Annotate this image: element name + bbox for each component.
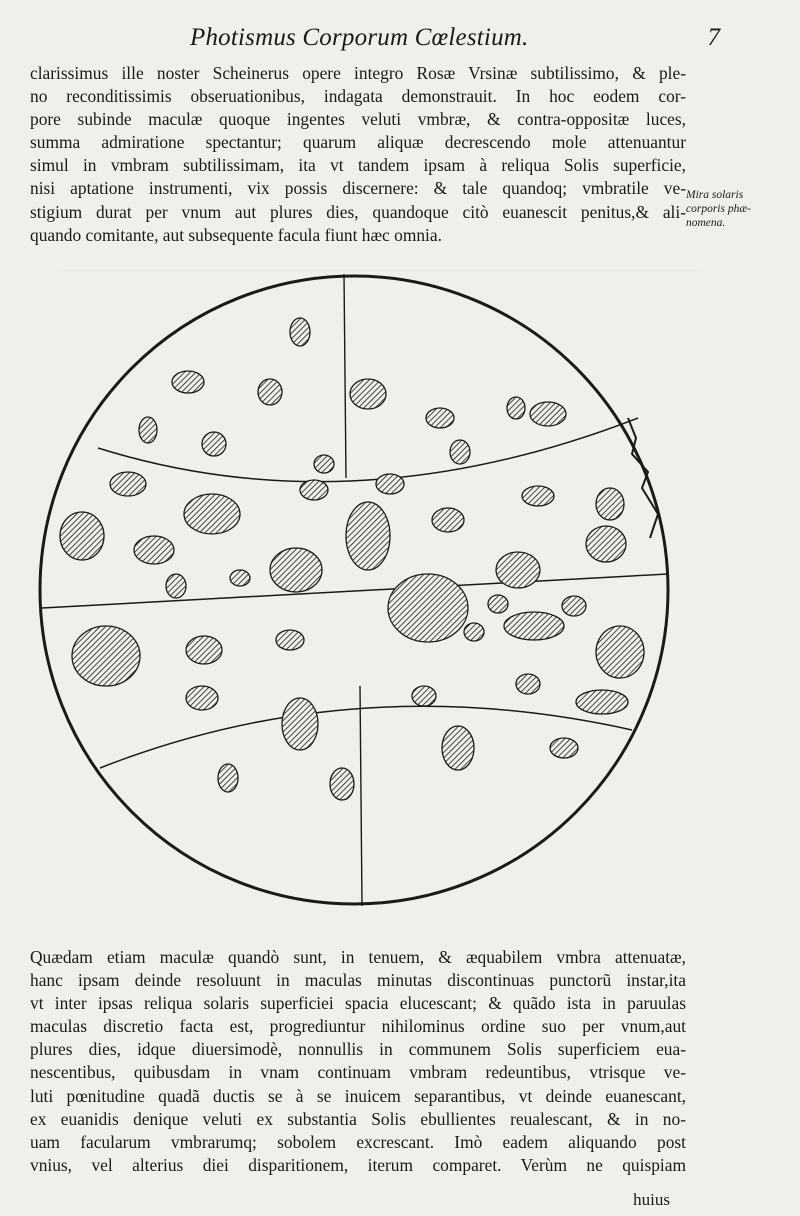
text-line: no reconditissimis obseruationibus, indagata demonstrauit. In hoc eodem cor- (30, 86, 686, 107)
sunspot (139, 417, 157, 443)
sunspot (186, 636, 222, 664)
sunspot (110, 472, 146, 496)
text-line: maculas discretio facta est, progrediuntur nihilominus ordine suo per vnum,aut (30, 1016, 686, 1037)
text-line: uam facularum vmbrarumq; sobolem excrescant. Imò eadem aliquando post (30, 1131, 686, 1152)
text-line: pore subinde maculæ quoque ingentes veluti vmbræ, & contra-oppositæ luces, (30, 109, 686, 130)
sunspot (562, 596, 586, 616)
disc-rim-fringe (628, 418, 658, 538)
latitude-arc-lower (100, 706, 632, 768)
sunspot (530, 402, 566, 426)
top-paragraph (30, 62, 686, 247)
text-line: ex euanidis denique veluti ex substantia Solis ebullientes reualescant, & in no- (30, 1108, 686, 1129)
text-line: simul in vmbram subtilissimam, ita vt tandem ipsam à reliqua Solis superficie, (30, 155, 686, 176)
catchword: huius (633, 1190, 670, 1209)
text-line: nescentibus, quibusdam in vnam continuam vmbram redeuntibus, vtrisque ve- (30, 1062, 686, 1083)
sun-disc-outline (40, 276, 668, 904)
sunspot (202, 432, 226, 456)
sunspot (166, 574, 186, 598)
sunspot (516, 674, 540, 694)
marginal-note-line: nomena. (686, 217, 726, 229)
sunspot (596, 488, 624, 520)
bottom-paragraph (30, 946, 686, 1177)
sunspot (300, 480, 328, 500)
text-line: nisi aptatione instrumenti, vix possis discernere: & tale quandoq; vmbratile ve- (30, 178, 686, 199)
sunspot (72, 626, 140, 686)
sunspot (550, 738, 578, 758)
text-line: Quædam etiam maculæ quandò sunt, in tenuem, & æquabilem vmbra attenuatæ, (30, 947, 686, 967)
text-line: stigium durat per vnum aut plures dies, quandoque citò euanescit penitus,& ali- (30, 201, 686, 222)
bleed-through-text (60, 905, 700, 945)
sunspot (522, 486, 554, 506)
sunspot (258, 379, 282, 405)
sunspot (507, 397, 525, 419)
sunspot (218, 764, 238, 792)
sunspot (376, 474, 404, 494)
sunspot (576, 690, 628, 714)
sunspot (450, 440, 470, 464)
text-line: luti pœnitudine quadã ductis se à se inuicem separantibus, vt deinde euanescant, (30, 1085, 686, 1106)
marginal-note (686, 188, 776, 230)
sunspot (134, 536, 174, 564)
text-line: hanc ipsam deinde resoluunt in maculas minutas discontinuas punctorũ instar,ita (30, 970, 686, 991)
sunspot (488, 595, 508, 613)
sunspot (346, 502, 390, 570)
sunspot (186, 686, 218, 710)
sunspots (60, 318, 644, 800)
page-header (180, 18, 720, 58)
sunspot (60, 512, 104, 560)
text-line: vnius, vel alterius diei disparitionem, iterum comparet. Verùm ne quispiam (30, 1154, 686, 1175)
sunspot (290, 318, 310, 346)
sunspot (184, 494, 240, 534)
sunspot (432, 508, 464, 532)
sunspot (350, 379, 386, 409)
sunspot (314, 455, 334, 473)
marginal-note-line: corporis phæ- (686, 203, 751, 215)
sunspot (388, 574, 468, 642)
marginal-note-line: Mira solaris (686, 189, 744, 201)
text-line: vt inter ipsas reliqua solaris superficiei spacia elucescant; & quãdo ista in paruulas (30, 993, 686, 1014)
text-line: plures dies, idque diuersimodè, nonnullis in communem Solis superficiem eua- (30, 1039, 686, 1060)
sunspot (276, 630, 304, 650)
sun-disc-figure (28, 268, 680, 918)
sunspot (504, 612, 564, 640)
text-line: clarissimus ille noster Scheinerus opere integro Rosæ Vrsinæ subtilissimo, & ple- (30, 63, 686, 83)
sunspot (586, 526, 626, 562)
running-title: Photismus Corporum Cœlestium. (190, 24, 529, 51)
sunspot (496, 552, 540, 588)
sunspot (464, 623, 484, 641)
sunspot (412, 686, 436, 706)
meridian-top (344, 274, 346, 478)
meridian-bottom (360, 686, 362, 906)
latitude-arc-upper (98, 418, 638, 482)
sunspot (282, 698, 318, 750)
sunspot (270, 548, 322, 592)
sunspot (230, 570, 250, 586)
sunspot (596, 626, 644, 678)
text-line: quando comitante, aut subsequente facula fiunt hæc omnia. (30, 224, 442, 245)
text-line: summa admiratione spectantur; quarum aliquæ decrescendo mole attenuantur (30, 132, 686, 153)
sunspot (426, 408, 454, 428)
sunspot (330, 768, 354, 800)
sunspot (442, 726, 474, 770)
sunspot (172, 371, 204, 393)
page-number: 7 (707, 24, 720, 51)
